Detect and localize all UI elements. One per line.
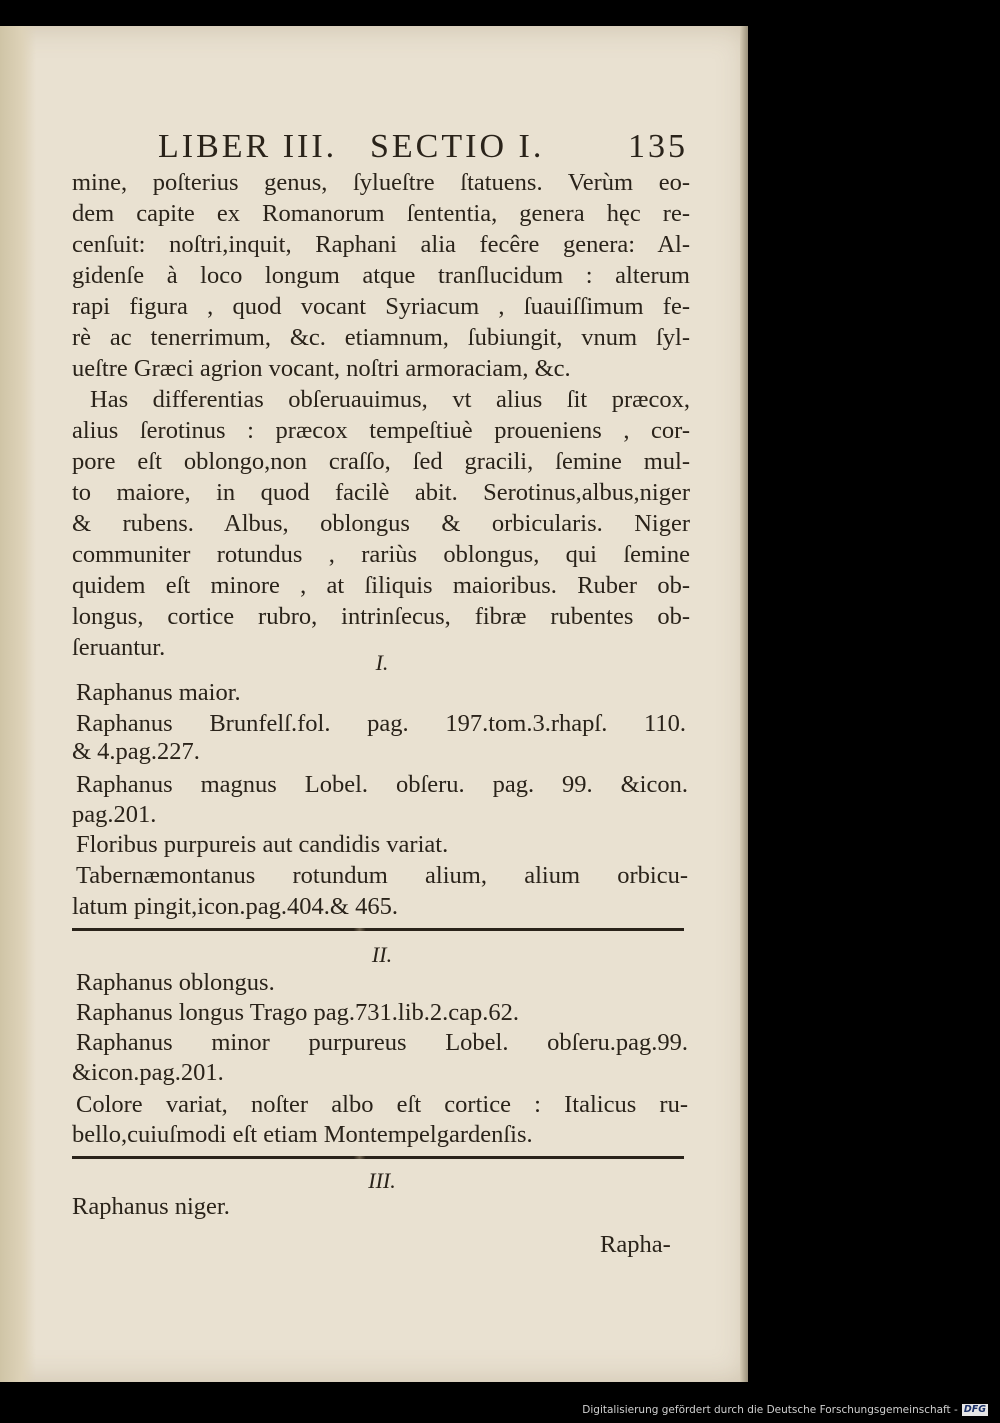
text-line: &icon.pag.201. (72, 1059, 224, 1086)
species-name: Raphanus niger. (72, 1193, 230, 1220)
page-binding-edge (0, 26, 36, 1382)
text-line: to maiore, in quod facilè abit. Serotinus,albus,niger (72, 479, 690, 506)
text-line: ueſtre Græci agrion vocant, noſtri armoraciam, &c. (72, 355, 571, 382)
text-line: longus, cortice rubro, intrinſecus, fibræ rubentes ob- (72, 603, 690, 630)
species-name: Raphanus maior. (76, 679, 241, 706)
text-line: Raphanus magnus Lobel. obſeru. pag. 99. &icon. (76, 771, 688, 798)
text-line: pore eſt oblongo,non craſſo, ſed gracili, ſemine mul- (72, 448, 690, 475)
section-numeral: III. (368, 1168, 396, 1193)
text-line: communiter rotundus , rariùs oblongus, qui ſemine (72, 541, 690, 568)
text-line: mine, poſterius genus, ſylueſtre ſtatuens. Verùm eo- (72, 169, 690, 196)
section-numeral: I. (375, 650, 389, 675)
funding-notice: Digitalisierung gefördert durch die Deutsche Forschungsgemeinschaft - (582, 1404, 958, 1416)
text-line: latum pingit,icon.pag.404.& 465. (72, 893, 398, 920)
digitization-credit (582, 1403, 988, 1417)
text-line: cenſuit: noſtri,inquit, Raphani alia fecêre genera: Al- (72, 231, 690, 258)
text-line: Raphanus Brunfelſ.fol. pag. 197.tom.3.rhapſ. 110. (76, 710, 686, 737)
text-line: alius ſerotinus : præcox tempeſtiuè proueniens , cor- (72, 417, 690, 444)
text-line: bello,cuiuſmodi eſt etiam Montempelgardenſis. (72, 1121, 533, 1148)
species-name: Raphanus oblongus. (76, 969, 275, 996)
text-line: Floribus purpureis aut candidis variat. (76, 831, 449, 858)
header-liber: LIBER III. (158, 128, 338, 165)
text-line: rè ac tenerrimum, &c. etiamnum, ſubiungit, vnum ſyl- (72, 324, 690, 351)
section-divider (72, 1156, 684, 1159)
text-line: rapi figura , quod vocant Syriacum , ſuauiſſimum fe- (72, 293, 690, 320)
page-number: 135 (628, 128, 688, 165)
text-line: & 4.pag.227. (72, 738, 200, 765)
text-line: Raphanus minor purpureus Lobel. obſeru.pag.99. (76, 1029, 688, 1056)
text-line: Tabernæmontanus rotundum alium, alium orbicu- (76, 862, 688, 889)
dfg-logo-icon: DFG (963, 1404, 986, 1415)
text-line: gidenſe à loco longum atque tranſlucidum : alterum (72, 262, 690, 289)
running-header (158, 128, 688, 168)
text-line: Colore variat, noſter albo eſt cortice : Italicus ru- (76, 1091, 688, 1118)
header-sectio: SECTIO I. (370, 128, 545, 165)
section-divider (72, 928, 684, 931)
page-right-edge (740, 26, 748, 1382)
text-line: pag.201. (72, 801, 157, 828)
text-line: quidem eſt minore , at ſiliquis maioribus. Ruber ob- (72, 572, 690, 599)
text-line: dem capite ex Romanorum ſententia, genera hęc re- (72, 200, 690, 227)
text-line: & rubens. Albus, oblongus & orbicularis. Niger (72, 510, 690, 537)
text-line: Raphanus longus Trago pag.731.lib.2.cap.62. (76, 999, 520, 1026)
text-line: ſeruantur. (72, 634, 166, 661)
section-numeral: II. (371, 942, 393, 967)
text-line: Has differentias obſeruauimus, vt alius ſit præcox, (90, 386, 690, 413)
catchword: Rapha- (600, 1231, 671, 1258)
